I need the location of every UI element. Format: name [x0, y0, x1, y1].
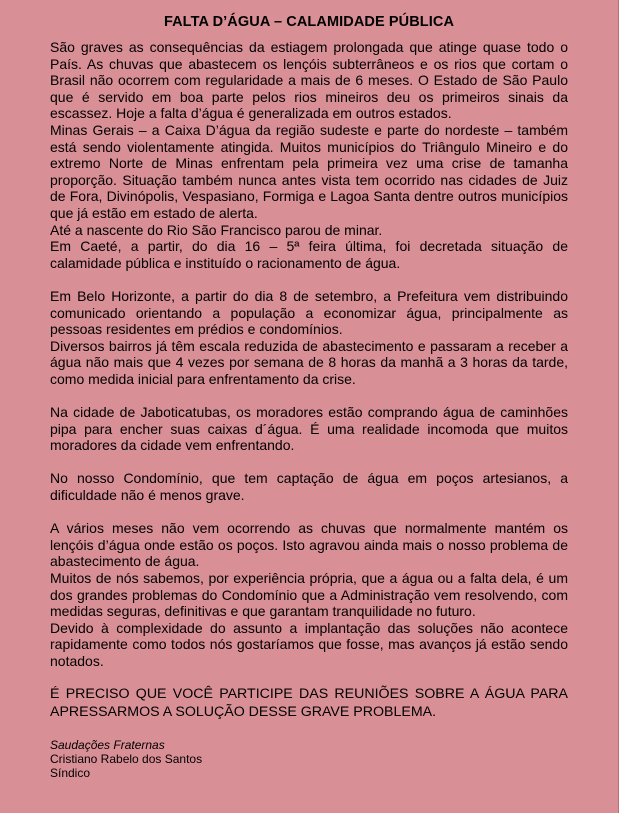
paragraph-complexidade: Devido à complexidade do assunto a implantação das soluções não acontece rapidamente como todos nós gostaríamos que fosse, mas avanços já estão sendo notados.	[50, 619, 568, 669]
paragraph-gap	[50, 454, 568, 471]
paragraph-estiagem: São graves as consequências da estiagem prolongada que atinge quase todo o País. As chuvas que abastecem os lençóis subterrâneos e os rios que cortam o Brasil não ocorrem com regularidade a mais de 6 meses. O Estado de São Paulo que é servido em boa parte pelos rios mineiros deu os primeiros sinais da escassez. Hoje a falta d’água é generalizada em outros estados.	[50, 39, 568, 122]
paragraph-gap	[50, 387, 568, 404]
paragraph-caete: Em Caeté, a partir, do dia 16 – 5ª feira última, foi decretada situação de calamidade pública e instituído o racionamento de água.	[50, 238, 568, 271]
paragraph-experiencia: Muitos de nós sabemos, por experiência própria, que a água ou a falta dela, é um dos grandes problemas do Condomínio que a Administração vem resolvendo, com medidas seguras, definitivas e que garantam tranquilidade no futuro.	[50, 570, 568, 620]
paragraph-sao-francisco: Até a nascente do Rio São Francisco parou de minar.	[50, 221, 383, 238]
signature-greeting: Saudações Fraternas	[50, 737, 165, 752]
document-title: FALTA D’ÁGUA – CALAMIDADE PÚBLICA	[163, 14, 455, 30]
paragraph-gap	[50, 504, 568, 521]
paragraph-gap	[50, 721, 568, 738]
paragraph-chuvas: A vários meses não vem ocorrendo as chuvas que normalmente mantém os lençóis d’água onde estão os poços. Isto agravou ainda mais o nosso problema de abastecimento de água.	[50, 520, 568, 570]
paragraph-minas-gerais: Minas Gerais – a Caixa D’água da região sudeste e parte do nordeste – também está sendo violentamente atingida. Muitos municípios do Triângulo Mineiro e do extremo Norte de Minas enfrentam pela primeira vez uma crise de tamanha proporção. Situação também nunca antes vista tem ocorrido nas cidades de Juiz de Fora, Divinópolis, Vespasiano, Formiga e Lagoa Santa dentre outros municípios que já estão em estado de alerta.	[50, 121, 568, 221]
paragraph-gap	[50, 271, 568, 288]
paragraph-bairros: Diversos bairros já têm escala reduzida de abastecimento e passaram a receber a água não mais que 4 vezes por semana de 8 horas da manhã a 3 horas da tarde, como medida inicial para enfrentamento da crise.	[50, 337, 568, 387]
paragraph-gap	[50, 670, 568, 687]
signature-name: Cristiano Rabelo dos Santos	[50, 751, 203, 766]
call-to-action: É PRECISO QUE VOCÊ PARTICIPE DAS REUNIÕES SOBRE A ÁGUA PARA APRESSARMOS A SOLUÇÃO DESSE GRAVE PROBLEMA.	[50, 686, 568, 720]
signature-role: Síndico	[50, 766, 91, 781]
paragraph-condominio: No nosso Condomínio, que tem captação de água em poços artesianos, a dificuldade não é menos grave.	[50, 470, 568, 504]
paragraph-jaboticatubas: Na cidade de Jaboticatubas, os moradores estão comprando água de caminhões pipa para encher suas caixas d´água. É uma realidade incomoda que muitos moradores da cidade vem enfrentando.	[50, 404, 568, 454]
paragraph-belo-horizonte: Em Belo Horizonte, a partir do dia 8 de setembro, a Prefeitura vem distribuindo comunicado orientando a população a economizar água, principalmente as pessoas residentes em prédios e condomínios.	[50, 287, 568, 338]
